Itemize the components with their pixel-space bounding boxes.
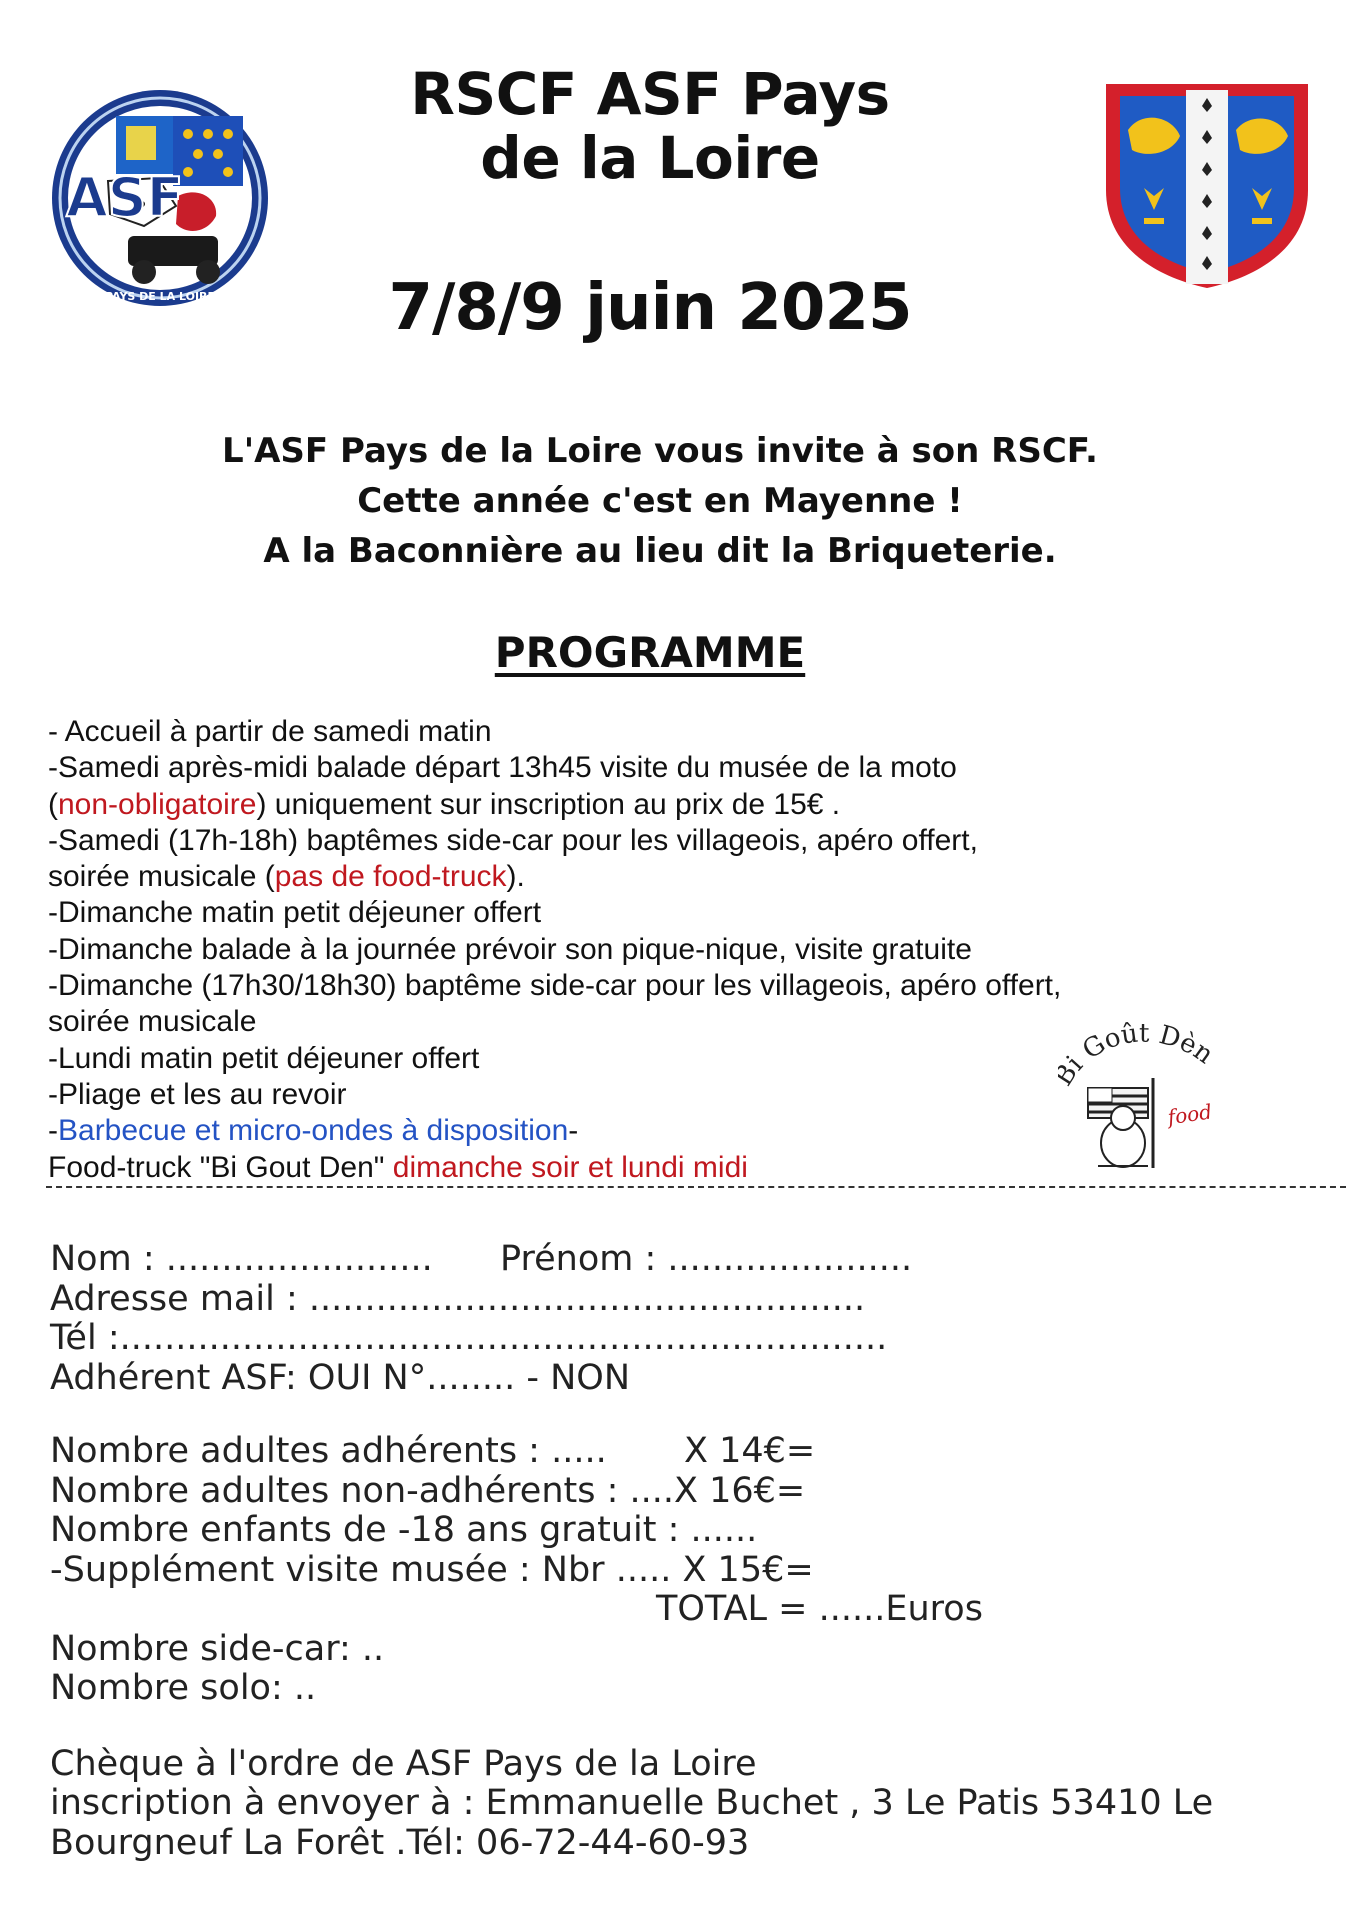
total-field[interactable]: TOTAL = ......Euros <box>656 1589 983 1629</box>
prenom-field[interactable]: Prénom : ...................... <box>500 1239 913 1279</box>
title-line-2: de la Loire <box>480 124 820 192</box>
text: - <box>568 1114 579 1148</box>
children-field[interactable]: Nombre enfants de -18 ans gratuit : ...... <box>50 1510 758 1550</box>
text: ). <box>506 860 525 894</box>
programme-item <box>48 859 1338 895</box>
asf-letters: ASF <box>66 166 184 229</box>
programme-item: -Lundi matin petit déjeuner offert <box>48 1041 480 1075</box>
form-row-name <box>50 1240 1340 1280</box>
email-field[interactable]: Adresse mail : .................................................. <box>50 1278 866 1319</box>
asf-logo-label: PAYS DE LA LOIRE <box>104 290 216 303</box>
invitation-line: Cette année c'est en Mayenne ! <box>357 481 963 521</box>
programme-item: - Accueil à partir de samedi matin <box>48 715 492 748</box>
title-line-1: RSCF ASF Pays <box>410 60 890 128</box>
adult-members-field[interactable]: Nombre adultes adhérents : ..... <box>50 1431 607 1471</box>
phone-field[interactable]: Tél :..................................................................... <box>50 1318 888 1358</box>
send-instruction: inscription à envoyer à : Emmanuelle Buchet , 3 Le Patis 53410 Le <box>50 1783 1214 1823</box>
food-truck-logo-name: i Goût Dèn <box>1061 1018 1219 1077</box>
text: soirée musicale ( <box>48 860 275 894</box>
cut-line-divider <box>46 1186 1346 1188</box>
asf-club-logo <box>48 86 273 311</box>
highlight-blue: Barbecue et micro-ondes à disposition <box>58 1114 569 1148</box>
food-truck-logo <box>1058 1018 1228 1178</box>
solo-count-field[interactable]: Nombre solo: .. <box>50 1668 317 1708</box>
invitation-line: A la Baconnière au lieu dit la Briqueterie. <box>263 531 1057 571</box>
programme-item: -Dimanche (17h30/18h30) baptême side-car pour les villageois, apéro offert, <box>48 969 1062 1003</box>
page-title <box>300 62 1000 190</box>
programme-heading: PROGRAMME <box>494 628 806 677</box>
food-truck-logo-sub: food <box>1166 1099 1214 1130</box>
programme-item: -Dimanche matin petit déjeuner offert <box>48 896 542 930</box>
museum-supplement-field[interactable]: -Supplément visite musée : Nbr ..... X 15€= <box>50 1549 814 1590</box>
spacer <box>50 1398 1340 1432</box>
invitation-line: L'ASF Pays de la Loire vous invite à son RSCF. <box>222 431 1098 471</box>
adult-members-row <box>50 1432 1340 1472</box>
programme-item: -Samedi après-midi balade départ 13h45 visite du musée de la moto <box>48 751 957 785</box>
adult-non-members-field[interactable]: Nombre adultes non-adhérents : ....X 16€= <box>50 1470 806 1511</box>
highlight-red: pas de food-truck <box>274 860 507 894</box>
event-date: 7/8/9 juin 2025 <box>388 271 912 345</box>
registration-form <box>50 1240 1340 1863</box>
programme-item: -Samedi (17h-18h) baptêmes side-car pour les villageois, apéro offert, <box>48 823 978 857</box>
svg-text:Bi Goût Dèn <box>1058 1019 1219 1092</box>
invitation-text <box>160 426 1160 576</box>
sidecar-count-field[interactable]: Nombre side-car: .. <box>50 1628 385 1669</box>
programme-item: -Dimanche balade à la journée prévoir son pique-nique, visite gratuite <box>48 932 972 966</box>
text: Food-truck "Bi Gout Den" <box>48 1150 393 1184</box>
mayenne-crest-icon <box>1102 80 1312 292</box>
highlight-red: dimanche soir et lundi midi <box>392 1150 748 1184</box>
send-address: Bourgneuf La Forêt .Tél: 06-72-44-60-93 <box>50 1822 750 1863</box>
programme-item: soirée musicale <box>48 1005 257 1039</box>
programme-item: -Pliage et les au revoir <box>48 1077 347 1111</box>
text: ( <box>48 787 58 821</box>
cheque-instruction: Chèque à l'ordre de ASF Pays de la Loire <box>50 1743 757 1784</box>
text: ) uniquement sur inscription au prix de 15€ . <box>256 787 841 821</box>
highlight-red: non-obligatoire <box>58 787 257 821</box>
text: - <box>48 1114 58 1148</box>
adult-members-price: X 14€= <box>684 1431 816 1471</box>
programme-item <box>48 787 1338 823</box>
spacer <box>50 1709 1340 1745</box>
total-row <box>50 1590 1340 1630</box>
member-field[interactable]: Adhérent ASF: OUI N°........ - NON <box>50 1357 631 1398</box>
nom-field[interactable]: Nom : ........................ <box>50 1239 433 1279</box>
